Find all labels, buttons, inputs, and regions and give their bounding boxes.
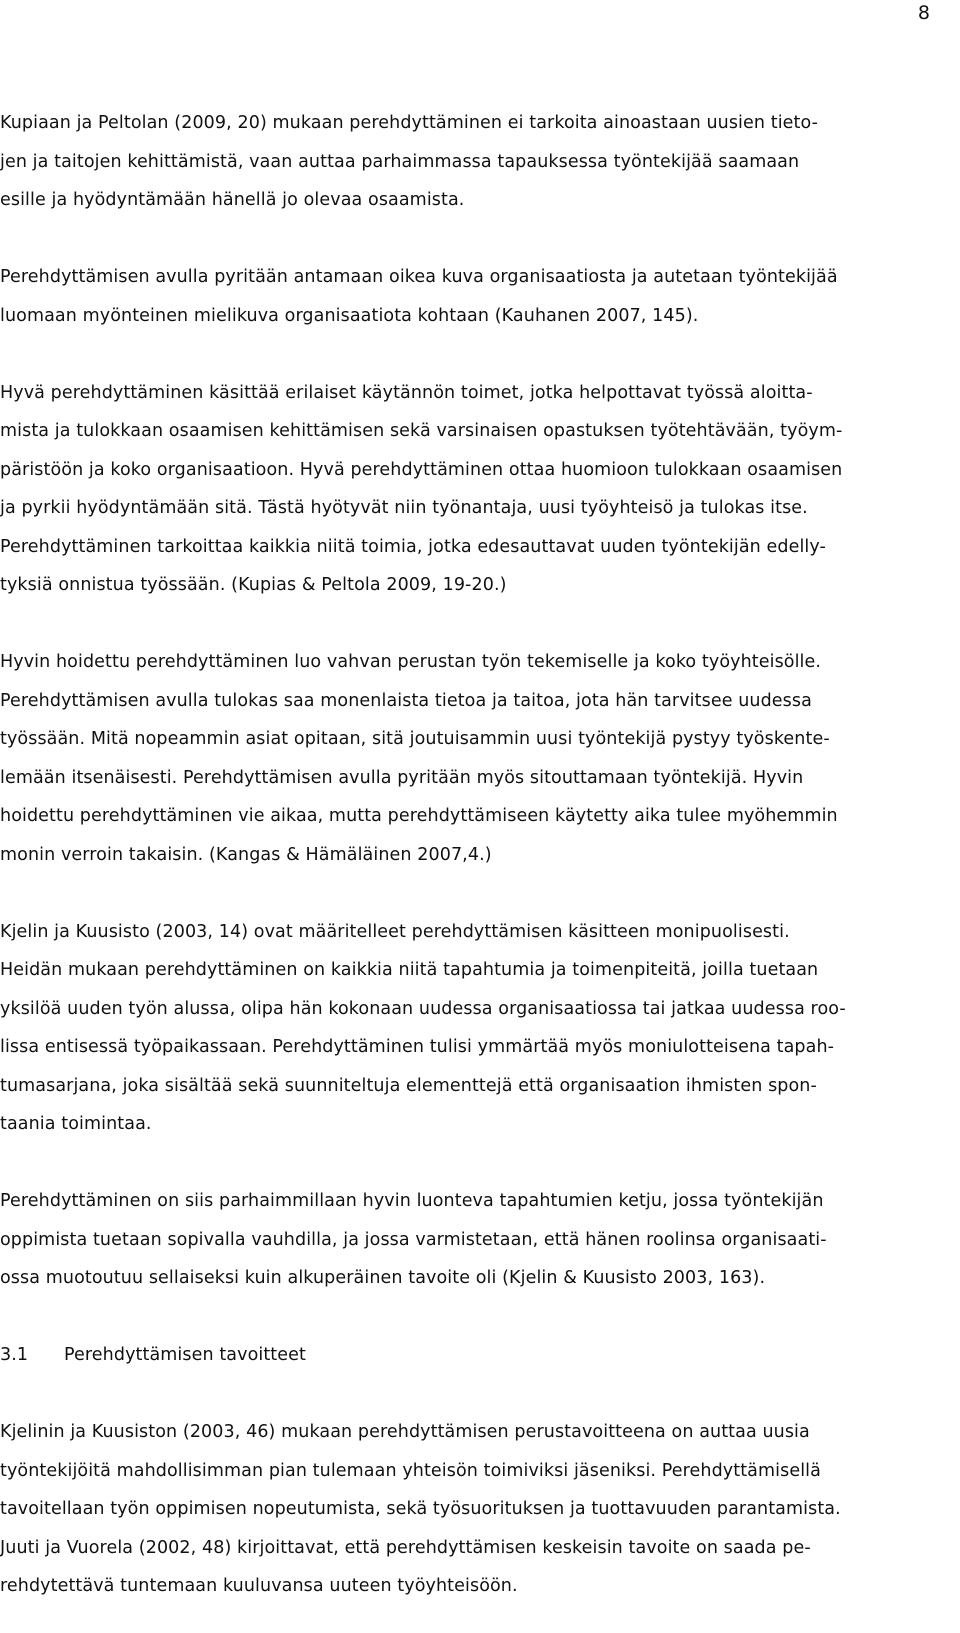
paragraph-gap — [0, 335, 930, 374]
text-line: Perehdyttämisen avulla pyritään antamaan oikea kuva organisaatiosta ja autetaan työntekijää — [0, 267, 838, 287]
text-line: rehdytettävä tuntemaan kuuluvansa uuteen työyhteisöön. — [0, 1576, 518, 1596]
text-line: Hyvin hoidettu perehdyttäminen luo vahvan perustan työn tekemiselle ja koko työyhteisölle. — [0, 652, 822, 672]
text-line: työssään. Mitä nopeammin asiat opitaan, sitä joutuisammin uusi työntekijä pystyy työskente- — [0, 729, 830, 749]
text-line: lemään itsenäisesti. Perehdyttämisen avulla pyritään myös sitouttamaan työntekijä. Hyvin — [0, 767, 804, 788]
paragraph-gap — [0, 1375, 930, 1414]
paragraph-gap — [0, 1298, 930, 1337]
paragraph-gap — [0, 220, 930, 259]
paragraph — [0, 1413, 930, 1606]
text-line: esille ja hyödyntämään hänellä jo olevaa osaamista. — [0, 190, 465, 210]
paragraph — [0, 374, 930, 605]
text-line: Juuti ja Vuorela (2002, 48) kirjoittavat, että perehdyttämisen keskeisin tavoite on saada pe- — [0, 1537, 811, 1558]
text-line: tumasarjana, joka sisältää sekä suunniteltuja elementtejä että organisaation ihmisten spon- — [0, 1075, 817, 1096]
section-heading — [0, 1336, 930, 1375]
text-line: päristöön ja koko organisaatioon. Hyvä perehdyttäminen ottaa huomioon tulokkaan osaamisen — [0, 459, 843, 480]
paragraph — [0, 643, 930, 874]
document-body — [0, 104, 930, 1606]
paragraph — [0, 104, 930, 220]
text-line: Kjelinin ja Kuusiston (2003, 46) mukaan perehdyttämisen perustavoitteena on auttaa uusia — [0, 1422, 810, 1442]
text-line: taania toimintaa. — [0, 1114, 152, 1134]
paragraph — [0, 1182, 930, 1298]
text-line: jen ja taitojen kehittämistä, vaan auttaa parhaimmassa tapauksessa työntekijää saamaan — [0, 151, 800, 172]
text-line: ossa muotoutuu sellaiseksi kuin alkuperäinen tavoite oli (Kjelin & Kuusisto 2003, 163). — [0, 1268, 766, 1288]
text-line: Perehdyttäminen tarkoittaa kaikkia niitä toimia, jotka edesauttavat uuden työntekijän edelly- — [0, 536, 826, 557]
text-line: Perehdyttämisen avulla tulokas saa monenlaista tietoa ja taitoa, jota hän tarvitsee uudessa — [0, 690, 812, 711]
paragraph-gap — [0, 874, 930, 913]
page-number: 8 — [917, 2, 930, 24]
text-line: oppimista tuetaan sopivalla vauhdilla, ja jossa varmistetaan, että hänen roolinsa organisaati- — [0, 1229, 827, 1250]
paragraph-gap — [0, 605, 930, 644]
text-line: työntekijöitä mahdollisimman pian tulemaan yhteisön toimiviksi jäseniksi. Perehdyttämisellä — [0, 1460, 821, 1481]
text-line: Heidän mukaan perehdyttäminen on kaikkia niitä tapahtumia ja toimenpiteitä, joilla tuetaan — [0, 960, 819, 980]
text-line: luomaan myönteinen mielikuva organisaatiota kohtaan (Kauhanen 2007, 145). — [0, 305, 699, 326]
text-line: lissa entisessä työpaikassaan. Perehdyttäminen tulisi ymmärtää myös moniulotteisena tapah- — [0, 1037, 835, 1057]
text-line: Perehdyttäminen on siis parhaimmillaan hyvin luonteva tapahtumien ketju, jossa työntekijän — [0, 1191, 824, 1211]
section-title: Perehdyttämisen tavoitteet — [64, 1345, 306, 1365]
section-number: 3.1 — [0, 1345, 29, 1365]
paragraph — [0, 913, 930, 1144]
text-line: yksilöä uuden työn alussa, olipa hän kokonaan uudessa organisaatiossa tai jatkaa uudessa roo- — [0, 998, 846, 1019]
text-line: monin verroin takaisin. (Kangas & Hämäläinen 2007,4.) — [0, 844, 492, 865]
text-line: ja pyrkii hyödyntämään sitä. Tästä hyötyvät niin työnantaja, uusi työyhteisö ja tulokas itse. — [0, 498, 808, 518]
paragraph-gap — [0, 1144, 930, 1183]
paragraph — [0, 258, 930, 335]
text-line: tyksiä onnistua työssään. (Kupias & Peltola 2009, 19-20.) — [0, 575, 507, 595]
text-line: mista ja tulokkaan osaamisen kehittämisen sekä varsinaisen opastuksen työtehtävään, työym- — [0, 421, 843, 441]
text-line: Kjelin ja Kuusisto (2003, 14) ovat määritelleet perehdyttämisen käsitteen monipuolisesti. — [0, 921, 790, 942]
text-line: Hyvä perehdyttäminen käsittää erilaiset käytännön toimet, jotka helpottavat työssä aloitta- — [0, 382, 813, 403]
text-line: tavoitellaan työn oppimisen nopeutumista, sekä työsuorituksen ja tuottavuuden parantamista. — [0, 1499, 841, 1519]
text-line: hoidettu perehdyttäminen vie aikaa, mutta perehdyttämiseen käytetty aika tulee myöhemmin — [0, 806, 838, 826]
text-line: Kupiaan ja Peltolan (2009, 20) mukaan perehdyttäminen ei tarkoita ainoastaan uusien tieto- — [0, 113, 819, 133]
